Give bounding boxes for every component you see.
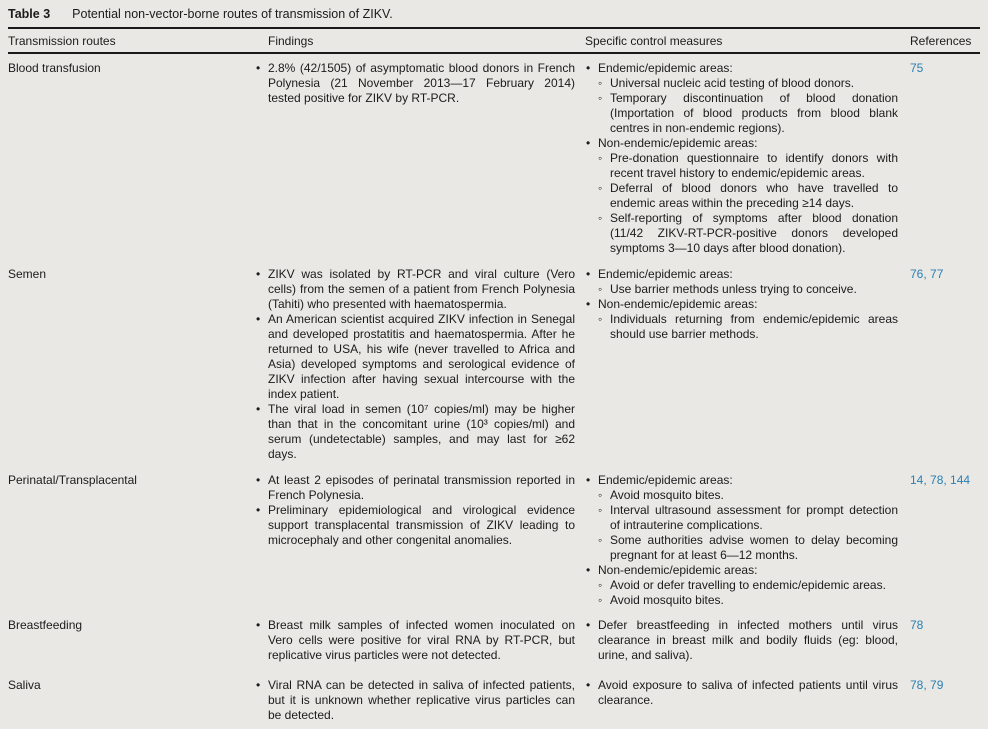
finding-bullet: • The viral load in semen (10⁷ copies/ml) may be higher than that in the concomitant urine (10³ copies/ml) and serum (undetectable) samples, and may last for ≥62 days. <box>255 402 575 462</box>
controls-cell <box>585 678 910 723</box>
control-sub-bullet: ◦ Pre-donation questionnaire to identify donors with recent travel history to endemic/epidemic areas. <box>598 151 898 181</box>
reference-link[interactable]: 75 <box>910 61 924 75</box>
table-label: Table 3 <box>8 7 51 21</box>
col-header-findings: Findings <box>268 33 314 48</box>
references-cell <box>910 678 988 723</box>
findings-cell <box>255 473 585 611</box>
controls-cell <box>585 267 910 466</box>
table-row <box>8 611 980 671</box>
route-cell: Perinatal/Transplacental <box>8 473 137 487</box>
table-title: Potential non-vector-borne routes of transmission of ZIKV. <box>72 7 393 21</box>
finding-bullet: • Preliminary epidemiological and virological evidence support transplacental transmission of ZIKV leading to microcephaly and other congenital anomalies. <box>255 503 575 548</box>
control-sub-bullet: ◦ Self-reporting of symptoms after blood donation (11/42 ZIKV-RT-PCR-positive donors developed symptoms 3—10 days after blood donation). <box>598 211 898 256</box>
finding-bullet: • Breast milk samples of infected women inoculated on Vero cells were positive for viral RNA by RT-PCR, but replicative virus particles were not detected. <box>255 618 575 663</box>
findings-cell <box>255 61 585 260</box>
references-cell <box>910 618 988 671</box>
control-sub-bullet: ◦ Some authorities advise women to delay becoming pregnant for at least 6—12 months. <box>598 533 898 563</box>
route-cell: Saliva <box>8 678 41 692</box>
findings-cell <box>255 267 585 466</box>
col-header-references: References <box>910 33 972 48</box>
control-sub-bullet: ◦ Avoid or defer travelling to endemic/epidemic areas. <box>598 578 898 593</box>
control-bullet: • Non-endemic/epidemic areas: <box>585 563 898 578</box>
controls-cell <box>585 618 910 671</box>
control-bullet: • Endemic/epidemic areas: <box>585 61 898 76</box>
controls-cell <box>585 473 910 611</box>
reference-link[interactable]: 78, 79 <box>910 678 944 692</box>
route-cell: Semen <box>8 267 47 281</box>
reference-link[interactable]: 78 <box>910 618 924 632</box>
table-row <box>8 54 980 260</box>
references-cell <box>910 473 988 611</box>
findings-cell <box>255 678 585 723</box>
table-caption <box>8 4 980 27</box>
control-sub-bullet: ◦ Avoid mosquito bites. <box>598 593 898 608</box>
references-cell <box>910 267 988 466</box>
finding-bullet: • 2.8% (42/1505) of asymptomatic blood donors in French Polynesia (21 November 2013—17 February 2014) tested positive for ZIKV by RT-PCR. <box>255 61 575 106</box>
control-bullet: • Defer breastfeeding in infected mothers until virus clearance in breast milk and bodily fluids (eg: blood, urine, and saliva). <box>585 618 898 663</box>
table-header-row <box>8 29 980 52</box>
control-sub-bullet: ◦ Use barrier methods unless trying to conceive. <box>598 282 898 297</box>
finding-bullet: • At least 2 episodes of perinatal transmission reported in French Polynesia. <box>255 473 575 503</box>
control-sub-bullet: ◦ Temporary discontinuation of blood donation (Importation of blood products from blood blank centres in non-endemic regions). <box>598 91 898 136</box>
control-sub-bullet: ◦ Interval ultrasound assessment for prompt detection of intrauterine complications. <box>598 503 898 533</box>
col-header-transmission-routes: Transmission routes <box>8 33 116 48</box>
controls-cell <box>585 61 910 260</box>
route-cell: Blood transfusion <box>8 61 101 75</box>
control-bullet: • Non-endemic/epidemic areas: <box>585 136 898 151</box>
control-bullet: • Endemic/epidemic areas: <box>585 473 898 488</box>
table-row <box>8 260 980 466</box>
control-bullet: • Avoid exposure to saliva of infected patients until virus clearance. <box>585 678 898 708</box>
table-row <box>8 671 980 723</box>
col-header-specific-control-measures: Specific control measures <box>585 33 723 48</box>
table-body <box>8 54 980 723</box>
reference-link[interactable]: 14, 78, 144 <box>910 473 971 487</box>
control-sub-bullet: ◦ Deferral of blood donors who have travelled to endemic areas within the preceding ≥14 days. <box>598 181 898 211</box>
findings-cell <box>255 618 585 671</box>
control-bullet: • Endemic/epidemic areas: <box>585 267 898 282</box>
reference-link[interactable]: 76, 77 <box>910 267 944 281</box>
table-row <box>8 466 980 611</box>
finding-bullet: • An American scientist acquired ZIKV infection in Senegal and developed prostatitis and haematospermia. After he returned to USA, his wife (never travelled to Africa and Asia) developed symptoms and serological evidence of ZIKV infection after having sexual intercourse with the index patient. <box>255 312 575 402</box>
route-cell: Breastfeeding <box>8 618 83 632</box>
finding-bullet: • Viral RNA can be detected in saliva of infected patients, but it is unknown whether replicative virus particles can be detected. <box>255 678 575 723</box>
control-sub-bullet: ◦ Individuals returning from endemic/epidemic areas should use barrier methods. <box>598 312 898 342</box>
control-sub-bullet: ◦ Universal nucleic acid testing of blood donors. <box>598 76 898 91</box>
control-sub-bullet: ◦ Avoid mosquito bites. <box>598 488 898 503</box>
control-bullet: • Non-endemic/epidemic areas: <box>585 297 898 312</box>
finding-bullet: • ZIKV was isolated by RT-PCR and viral culture (Vero cells) from the semen of a patient from French Polynesia (Tahiti) who presented with haematospermia. <box>255 267 575 312</box>
references-cell <box>910 61 988 260</box>
